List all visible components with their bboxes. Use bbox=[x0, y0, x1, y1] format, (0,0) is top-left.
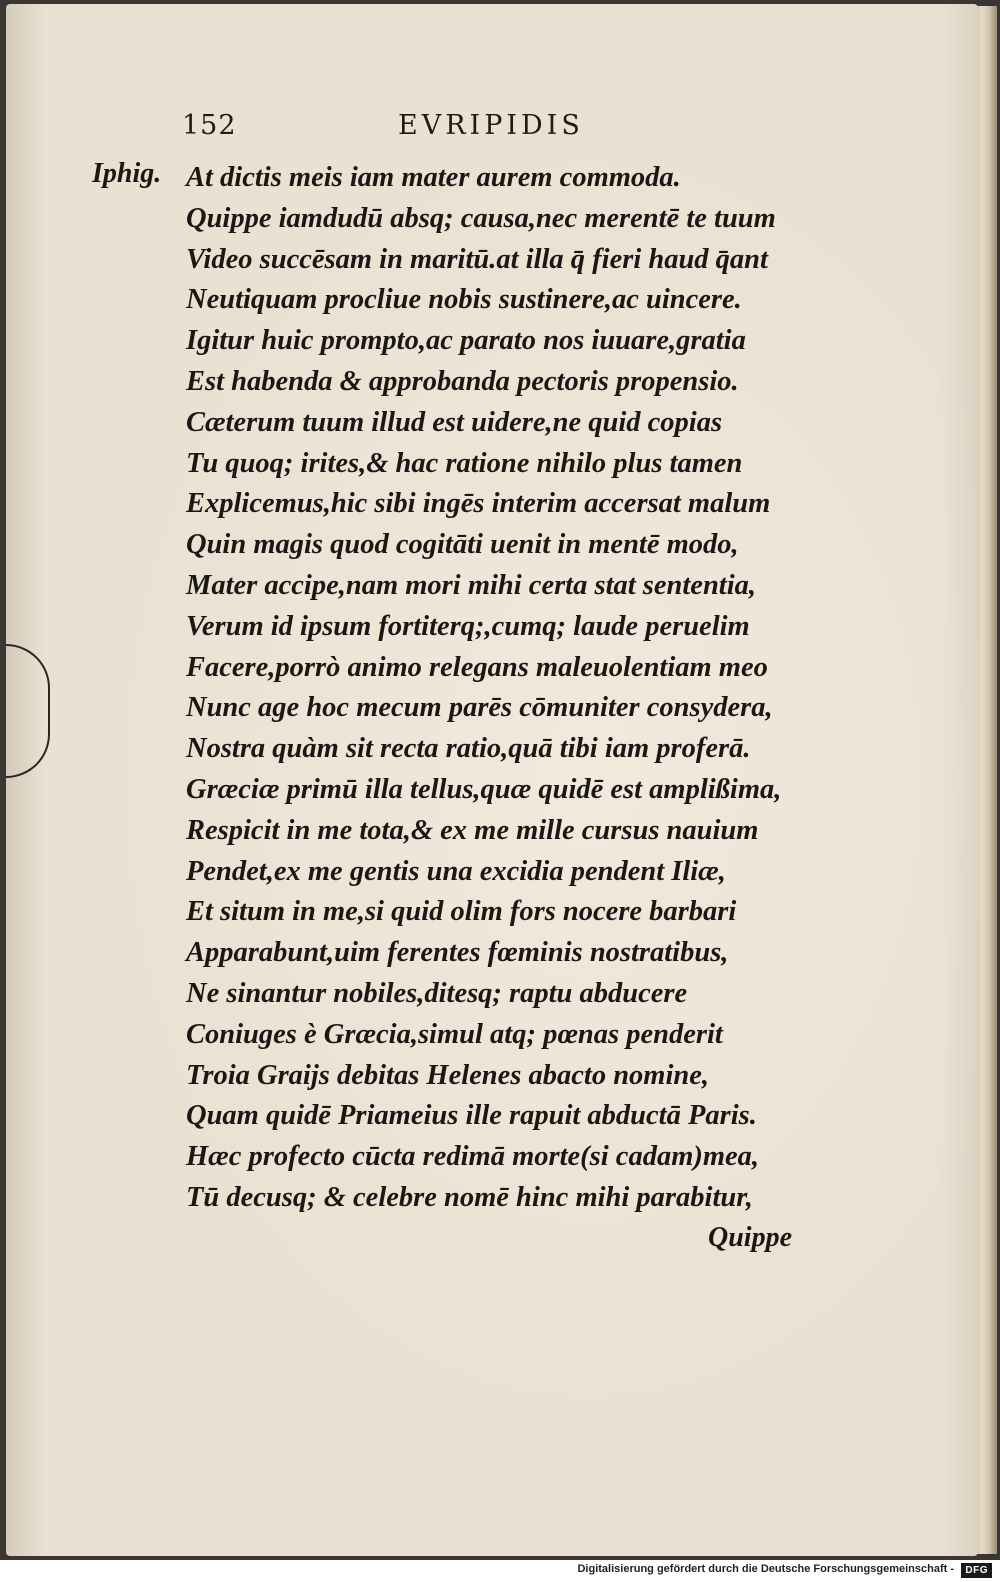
funding-credit: Digitalisierung gefördert durch die Deutsche Forschungsgemeinschaft - bbox=[577, 1563, 954, 1575]
verse-line: Neutiquam procliue nobis sustinere,ac uincere. bbox=[186, 284, 742, 316]
verse-line: Quam quidē Priameius ille rapuit abductā Paris. bbox=[186, 1100, 757, 1132]
verse-line: Ne sinantur nobiles,ditesq; raptu abducere bbox=[186, 977, 688, 1009]
verse-line: Et situm in me,si quid olim fors nocere barbari bbox=[186, 896, 737, 928]
speaker-label: Iphig. bbox=[92, 158, 162, 189]
verse-line: Video succēsam in maritū.at illa q̄ fieri haud q̄ant bbox=[186, 243, 768, 275]
verse-line: Tu quoq; irites,& hac ratione nihilo plus tamen bbox=[186, 447, 743, 479]
verse-line: Igitur huic prompto,ac parato nos iuuare,gratia bbox=[186, 325, 746, 357]
verse-line: Hæc profecto cūcta redimā morte(si cadam)mea, bbox=[186, 1141, 760, 1173]
verse-line: Troia Graijs debitas Helenes abacto nomine, bbox=[186, 1059, 710, 1091]
running-head: EVRIPIDIS bbox=[398, 110, 584, 141]
verse-line: Explicemus,hic sibi ingēs interim accersat malum bbox=[186, 488, 771, 520]
verse-line: Græciæ primū illa tellus,quæ quidē est amplißima, bbox=[186, 773, 782, 805]
verse-line: Pendet,ex me gentis una excidia pendent Iliæ, bbox=[186, 855, 726, 887]
clip-ring bbox=[6, 644, 50, 778]
dfg-logo: DFG bbox=[961, 1563, 992, 1578]
verse-line: Quippe iamdudū absq; causa,nec merentē te tuum bbox=[186, 202, 776, 234]
verse-line: Coniuges è Græcia,simul atq; pœnas penderit bbox=[186, 1018, 723, 1050]
verse-line: Quin magis quod cogitāti uenit in mentē modo, bbox=[186, 529, 739, 561]
page-header bbox=[0, 110, 1000, 150]
verse-line: Tū decusq; & celebre nomē hinc mihi parabitur, bbox=[186, 1181, 753, 1213]
verse-line: Cæterum tuum illud est uidere,ne quid copias bbox=[186, 406, 723, 438]
verse-line: Nostra quàm sit recta ratio,quā tibi iam proferā. bbox=[186, 733, 751, 765]
page-number: 152 bbox=[182, 110, 237, 141]
verse-line: Verum id ipsum fortiterq;,cumq; laude peruelim bbox=[186, 610, 750, 642]
footer-bar bbox=[0, 1560, 1000, 1582]
verse-line: Respicit in me tota,& ex me mille cursus nauium bbox=[186, 814, 759, 846]
verse-line: Nunc age hoc mecum parēs cōmuniter consydera, bbox=[186, 692, 773, 724]
catchword: Quippe bbox=[708, 1222, 792, 1253]
verse-line: Facere,porrò animo relegans maleuolentiam meo bbox=[186, 651, 768, 683]
verse-line: Est habenda & approbanda pectoris propensio. bbox=[186, 365, 739, 397]
verse-line: Mater accipe,nam mori mihi certa stat sententia, bbox=[186, 569, 756, 601]
verse-line: Apparabunt,uim ferentes fœminis nostratibus, bbox=[186, 937, 729, 969]
verse-block bbox=[186, 158, 826, 1219]
page-edge bbox=[975, 6, 997, 1554]
verse-line: At dictis meis iam mater aurem commoda. bbox=[186, 162, 681, 193]
